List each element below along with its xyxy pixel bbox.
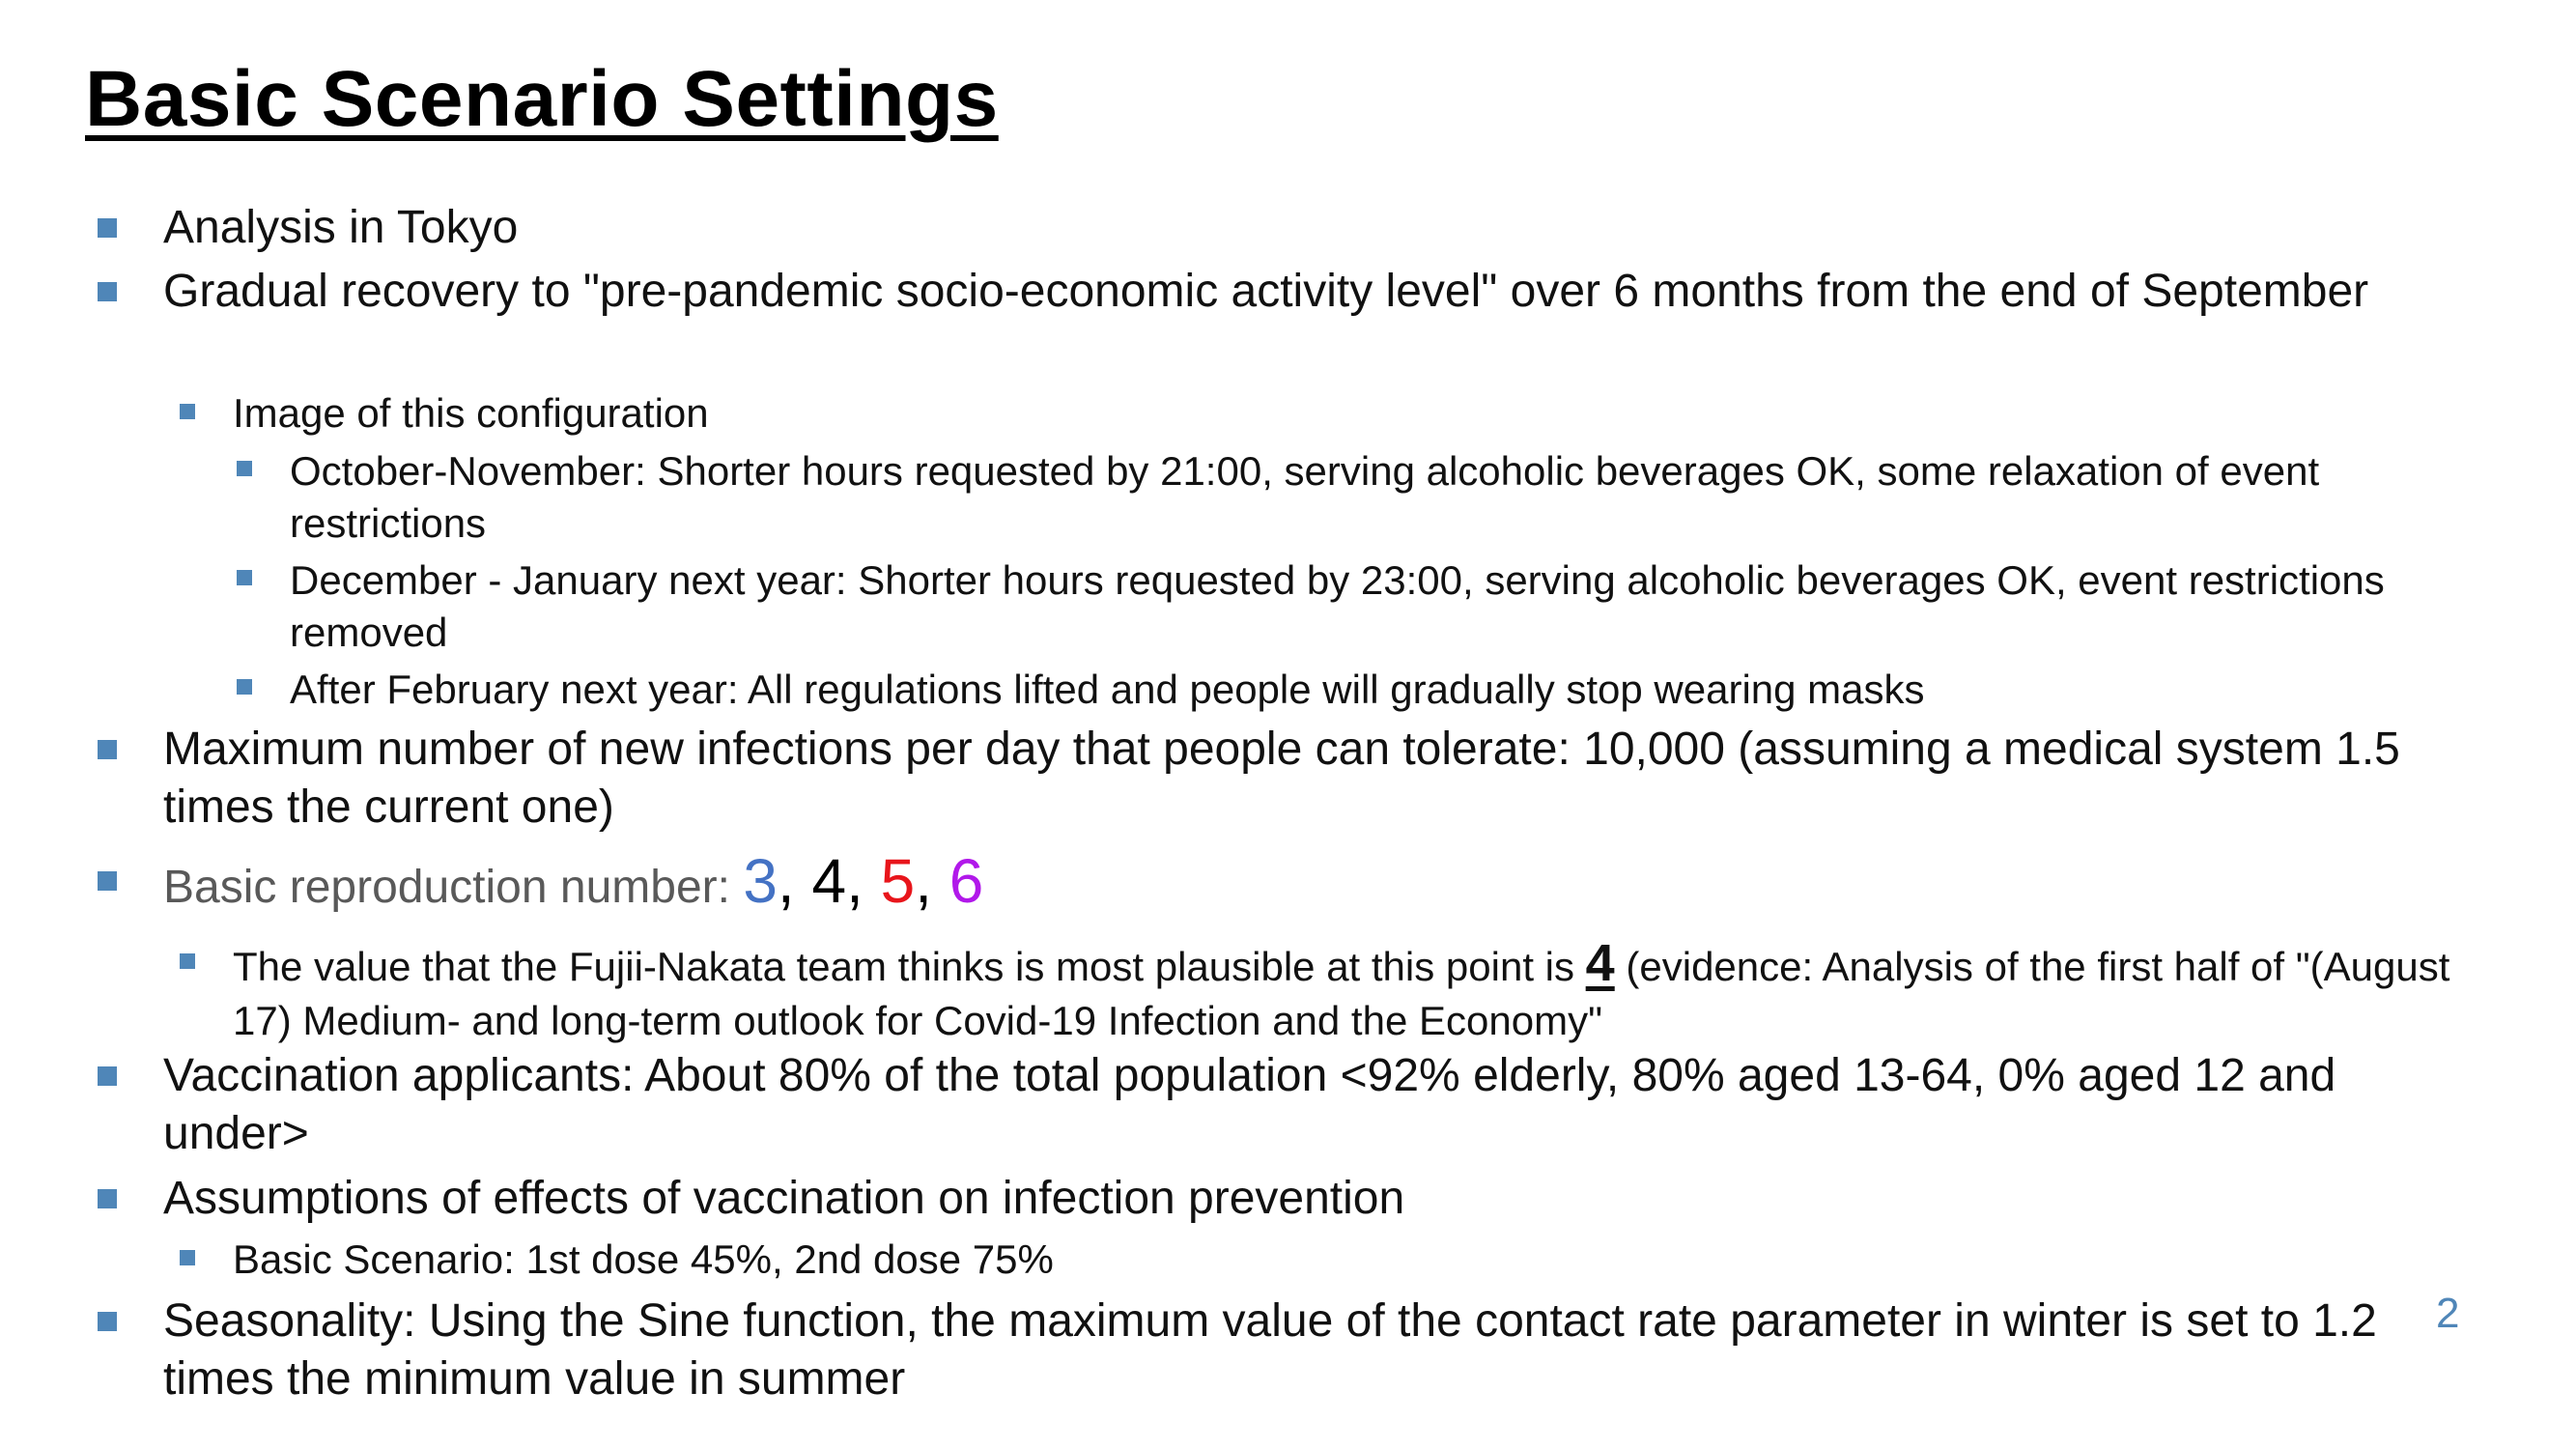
page-title: Basic Scenario Settings: [85, 55, 999, 143]
list-item-basic-scenario-dose: [233, 1233, 2454, 1287]
r0-value-3: 3: [743, 846, 778, 916]
r0-separator: ,: [777, 846, 812, 916]
page-number: 2: [2436, 1290, 2460, 1337]
square-bullet-icon: [180, 953, 195, 969]
list-item-plausible: [233, 936, 2454, 1048]
r0-value-4: 4: [811, 846, 847, 916]
item-text: Basic Scenario: 1st dose 45%, 2nd dose 75%: [233, 1236, 1054, 1282]
plausible-value: 4: [1585, 934, 1615, 992]
list-item-vaccination-applicants: [163, 1047, 2452, 1163]
square-bullet-icon: [237, 679, 252, 695]
list-item-r0: [163, 846, 2452, 919]
item-text: Gradual recovery to "pre-pandemic socio-economic activity level" over 6 months from the end of September: [163, 266, 2369, 317]
list-item-oct-nov: [290, 445, 2395, 550]
item-text: Maximum number of new infections per day that people can tolerate: 10,000 (assuming a medical system 1.5 times the current one): [163, 724, 2400, 833]
square-bullet-icon: [98, 1189, 117, 1208]
square-bullet-icon: [180, 1250, 195, 1265]
square-bullet-icon: [98, 1312, 117, 1331]
item-text: After February next year: All regulations lifted and people will gradually stop wearing masks: [290, 667, 1925, 712]
list-item-max-infections: [163, 721, 2452, 837]
item-text: October-November: Shorter hours requested by 21:00, serving alcoholic beverages OK, some relaxation of event restrictions: [290, 448, 2320, 546]
square-bullet-icon: [237, 461, 252, 476]
square-bullet-icon: [98, 740, 117, 759]
item-text: Vaccination applicants: About 80% of the total population <92% elderly, 80% aged 13-64, 0% aged 12 and under>: [163, 1050, 2336, 1159]
list-item-after-feb: [290, 664, 2395, 716]
list-item-image-config: [233, 386, 2454, 440]
square-bullet-icon: [98, 282, 117, 301]
list-item-analysis: [163, 199, 2452, 257]
square-bullet-icon: [98, 1066, 117, 1086]
item-text: Seasonality: Using the Sine function, the maximum value of the contact rate parameter in winter is set to 1.2 times the minimum value in summer: [163, 1295, 2377, 1405]
r0-label: Basic reproduction number:: [163, 862, 744, 913]
item-text: Image of this configuration: [233, 390, 709, 436]
square-bullet-icon: [237, 570, 252, 585]
plausible-text-pre: The value that the Fujii-Nakata team thinks is most plausible at this point is: [233, 944, 1586, 989]
list-item-recovery: [163, 263, 2452, 321]
list-item-vaccination-effects: [163, 1170, 2452, 1228]
square-bullet-icon: [98, 871, 117, 891]
r0-separator: ,: [915, 846, 949, 916]
list-item-seasonality: [163, 1293, 2414, 1408]
square-bullet-icon: [98, 218, 117, 238]
item-text: December - January next year: Shorter hours requested by 23:00, serving alcoholic beverages OK, event restrictions removed: [290, 557, 2385, 655]
r0-value-6: 6: [948, 846, 984, 916]
item-text: Assumptions of effects of vaccination on infection prevention: [163, 1173, 1405, 1224]
plausible-text-post: (evidence: Analysis of the first half of "(August 17) Medium- and long-term outlook for Covid-19 Infection and the Economy": [233, 944, 2450, 1043]
square-bullet-icon: [180, 404, 195, 419]
r0-value-5: 5: [880, 846, 916, 916]
list-item-dec-jan: [290, 554, 2395, 659]
item-text: Analysis in Tokyo: [163, 202, 519, 253]
r0-separator: ,: [846, 846, 881, 916]
